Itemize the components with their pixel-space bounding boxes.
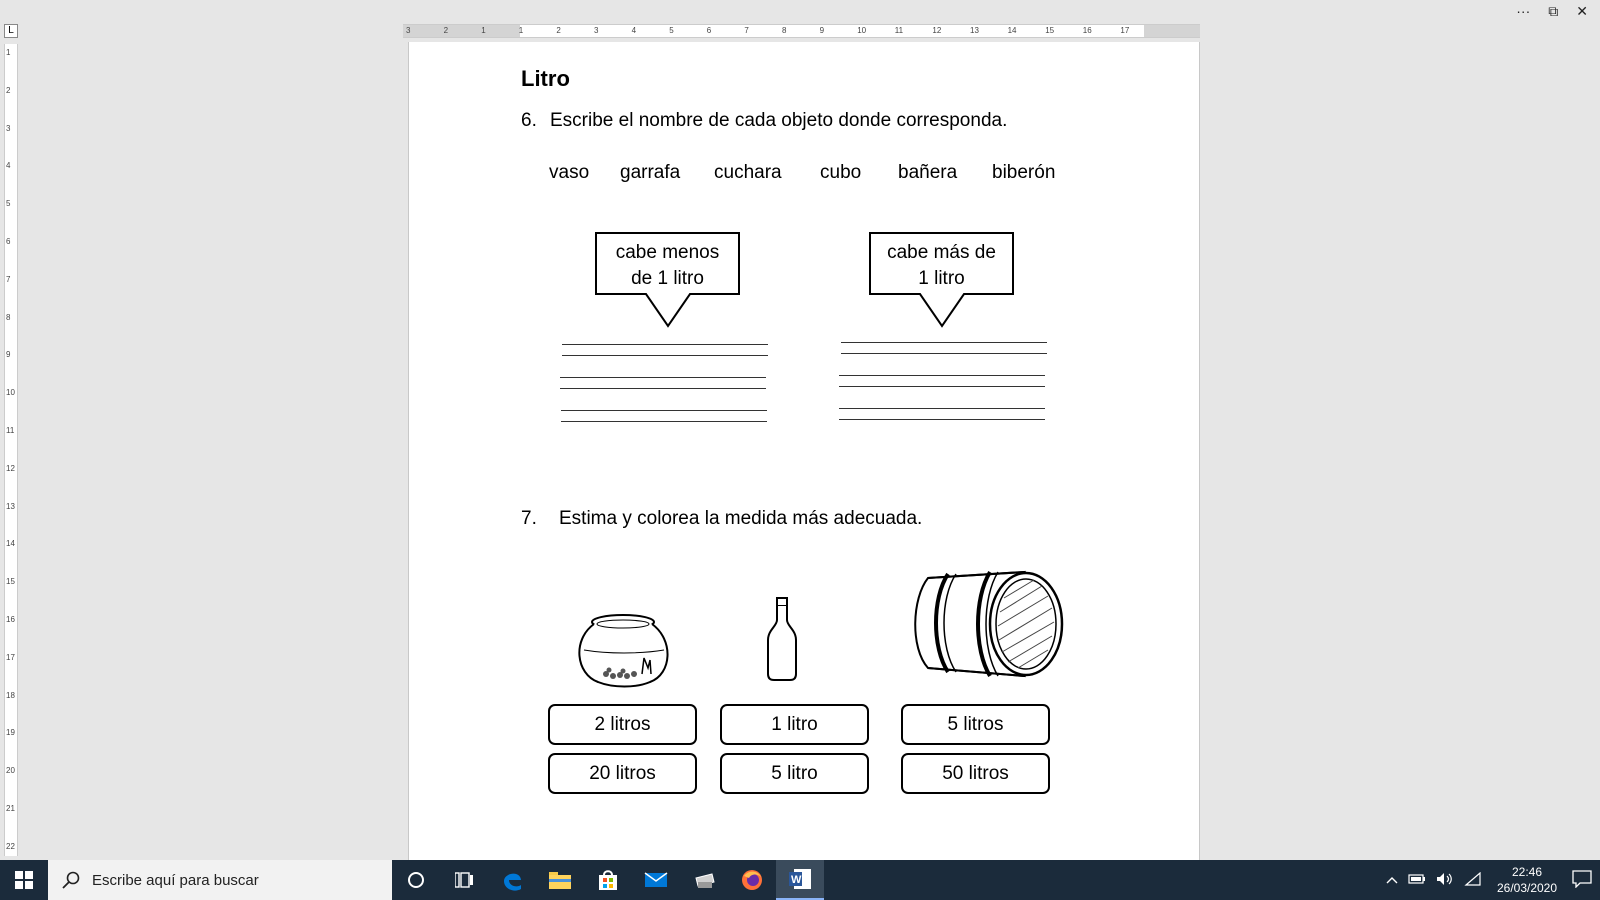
word-cuchara: cuchara [714,162,782,183]
ruler-tick-label: 2 [443,26,449,35]
writing-line[interactable] [561,421,767,422]
ruler-tick-label: 1 [518,26,524,35]
ruler-tick-label: 5 [6,199,11,209]
ruler-tick-label: 13 [6,501,15,511]
section-title: Litro [521,66,570,91]
writing-line[interactable] [841,342,1047,343]
ruler-tick-label: 2 [6,85,11,95]
wifi-icon[interactable] [1464,872,1482,889]
ruler-tick-label: 11 [894,26,904,35]
search-placeholder: Escribe aquí para buscar [92,871,259,889]
system-tray [1386,860,1600,900]
ruler-tick-label: 8 [782,26,787,35]
writing-line[interactable] [839,419,1045,420]
taskbar-search-box[interactable] [48,860,392,900]
ruler-tick-label: 13 [970,26,979,35]
ruler-tick-label: 1 [481,26,486,35]
barrel-image [904,568,1066,680]
ruler-tick-label: 3 [594,26,599,35]
task-view-icon[interactable] [440,860,488,900]
more-options-icon[interactable]: ··· [1516,3,1531,19]
option-fishbowl-2-litros[interactable]: 2 litros [548,704,697,745]
taskbar [0,860,1600,900]
ruler-tick-label: 15 [1045,26,1055,35]
ruler-tick-label: 8 [6,312,11,322]
ruler-tick-label: 20 [6,766,15,776]
cortana-icon[interactable] [392,860,440,900]
ruler-tick-label: 14 [1007,26,1017,35]
ruler-tick-label: 15 [6,577,15,587]
tab-selector-icon[interactable]: L [4,24,18,38]
ruler-tick-label: 3 [406,26,411,35]
ruler-tick-label: 17 [1120,26,1130,35]
arrow-left-line2: de 1 litro [631,268,704,289]
chevron-up-icon[interactable] [1386,873,1398,887]
question-7-number: 7. [521,508,537,529]
word-biberon: biberón [992,162,1056,183]
ruler-tick-label: 12 [932,26,942,35]
arrow-left-line1: cabe menos [615,242,720,263]
ruler-right-margin [1144,25,1200,37]
option-bottle-1-litro[interactable]: 1 litro [720,704,869,745]
svg-text:W: W [791,874,802,886]
ruler-tick-label: 10 [6,388,15,398]
clock-date: 26/03/2020 [1496,881,1558,895]
ruler-tick-label: 9 [819,26,825,35]
restore-icon[interactable]: ⧉ [1548,3,1559,19]
clock[interactable] [1492,864,1562,896]
volume-icon[interactable] [1436,872,1454,889]
option-bottle-5-litro[interactable]: 5 litro [720,753,869,794]
ruler-tick-label: 5 [669,26,674,35]
mail-icon[interactable] [632,860,680,900]
ruler-tick-label: 14 [6,539,15,549]
ruler-tick-label: 4 [6,161,11,171]
clock-time: 22:46 [1511,865,1543,879]
arrow-callout-less-text [595,240,740,292]
store-icon[interactable] [584,860,632,900]
ruler-tick-label: 2 [556,26,561,35]
ruler-tick-label: 6 [6,237,11,246]
writing-line[interactable] [560,388,766,389]
notifications-icon[interactable] [1572,870,1592,891]
question-6-number: 6. [521,110,537,131]
writing-line[interactable] [562,355,768,356]
arrow-right-line2: 1 litro [918,268,965,289]
word-cubo: cubo [820,162,862,183]
question-7-text: Estima y colorea la medida más adecuada. [559,508,923,529]
bottle-image [764,596,800,682]
ruler-tick-label: 10 [857,26,867,35]
window-controls [1516,0,1600,22]
question-6 [521,110,1007,132]
word-vaso: vaso [549,162,590,183]
ruler-tick-label: 3 [6,123,11,133]
option-barrel-50-litros[interactable]: 50 litros [901,753,1050,794]
ruler-tick-label: 7 [6,274,11,284]
ruler-left-margin [403,25,520,37]
writing-line[interactable] [841,353,1047,354]
battery-icon[interactable] [1408,873,1426,888]
arrow-right-line1: cabe más de [887,242,996,263]
windows-start-icon[interactable] [0,860,48,900]
close-icon[interactable]: ✕ [1576,3,1588,19]
writing-line[interactable] [839,375,1045,376]
ruler-tick-label: 16 [1082,26,1092,35]
word-banera: bañera [898,162,958,183]
ruler-tick-label: 7 [744,26,749,35]
writing-line[interactable] [560,377,766,378]
printer-icon[interactable] [680,860,728,900]
ruler-tick-label: 22 [6,841,15,851]
ruler-tick-label: 4 [631,26,637,35]
question-6-text: Escribe el nombre de cada objeto donde corresponda. [550,110,1008,131]
option-fishbowl-20-litros[interactable]: 20 litros [548,753,697,794]
writing-line[interactable] [839,386,1045,387]
ruler-tick-label: 17 [6,652,15,662]
ruler-tick-label: 16 [6,615,15,624]
edge-icon[interactable] [488,860,536,900]
ruler-tick-label: 11 [6,426,15,435]
ruler-tick-label: 18 [6,690,15,700]
ruler-tick-label: 12 [6,463,15,473]
ruler-tick-label: 1 [6,48,11,57]
search-icon [62,871,80,889]
fishbowl-image [578,610,670,688]
writing-line[interactable] [839,408,1045,409]
ruler-tick-label: 9 [6,350,11,360]
arrow-callout-more-text [869,240,1014,292]
writing-line[interactable] [562,344,768,345]
ruler-tick-label: 6 [706,26,712,35]
option-barrel-5-litros[interactable]: 5 litros [901,704,1050,745]
ruler-tick-label: 19 [6,728,15,738]
writing-line[interactable] [561,410,767,411]
word-icon[interactable] [776,860,824,900]
word-garrafa: garrafa [620,162,681,183]
firefox-icon[interactable] [728,860,776,900]
question-7 [521,508,922,530]
file-explorer-icon[interactable] [536,860,584,900]
ruler-tick-label: 21 [6,804,15,813]
